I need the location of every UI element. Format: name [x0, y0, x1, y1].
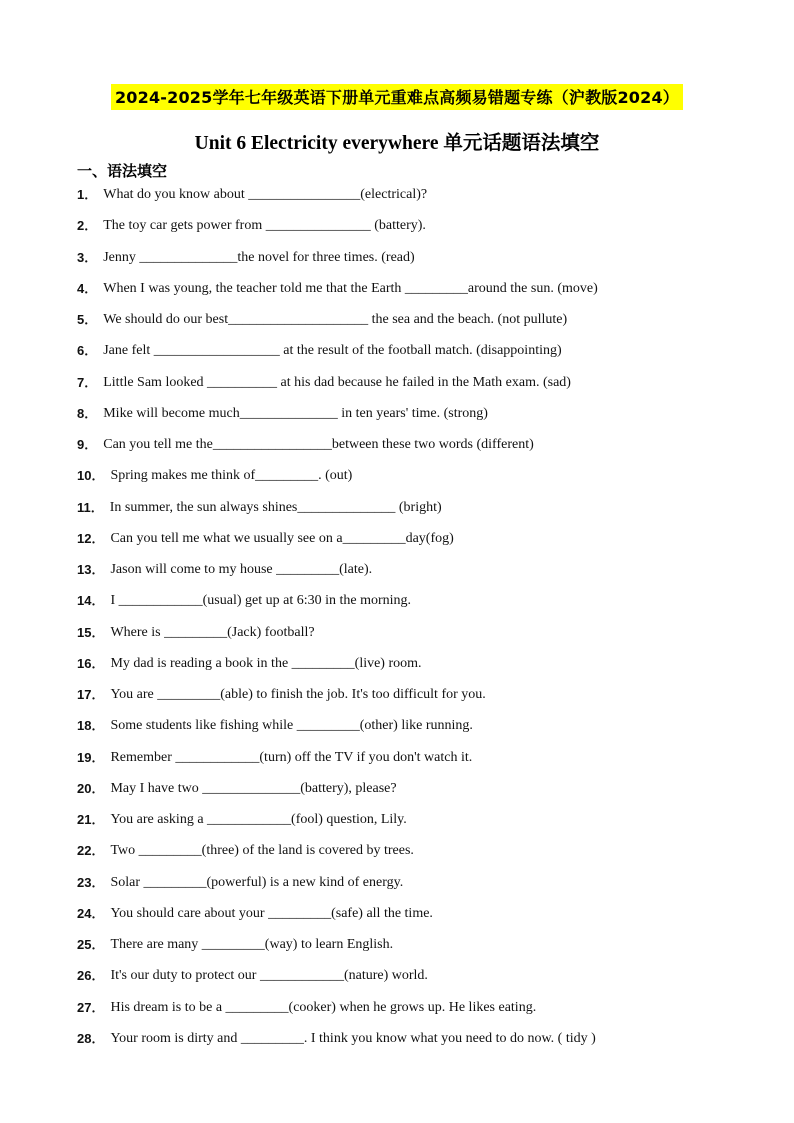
question-item [77, 965, 717, 996]
question-number: 18． [77, 718, 105, 734]
question-item [77, 309, 717, 340]
question-text: Jenny ______________the novel for three times. (read) [103, 249, 415, 265]
question-text: Jason will come to my house _________(late). [110, 562, 373, 577]
question-item [77, 903, 717, 934]
question-item [77, 747, 717, 778]
question-number: 16． [77, 655, 105, 671]
question-item [77, 215, 717, 246]
question-number: 7． [77, 374, 98, 390]
question-text: Some students like fishing while _________(other) like running. [110, 718, 473, 734]
question-text: What do you know about ________________(electrical)? [103, 187, 428, 202]
question-text: You should care about your _________(safe) all the time. [110, 905, 433, 921]
question-item [77, 465, 717, 496]
question-item [77, 278, 717, 309]
question-number: 13． [77, 562, 105, 577]
question-item [77, 840, 717, 871]
question-text: In summer, the sun always shines______________ (bright) [109, 499, 442, 515]
question-text: I ____________(usual) get up at 6:30 in the morning. [110, 593, 412, 609]
question-list [77, 184, 717, 1059]
question-number: 19． [77, 749, 105, 765]
question-item [77, 809, 717, 840]
question-item [77, 528, 717, 559]
question-text: There are many _________(way) to learn English. [110, 937, 394, 952]
question-item [77, 715, 717, 746]
question-number: 27． [77, 999, 105, 1015]
question-number: 14． [77, 593, 105, 609]
question-text: Can you tell me the_________________between these two words (different) [103, 437, 534, 452]
question-text: Two _________(three) of the land is covered by trees. [110, 843, 414, 859]
question-number: 15． [77, 624, 105, 640]
question-number: 28． [77, 1030, 105, 1046]
question-number: 10． [77, 468, 105, 484]
question-item [77, 340, 717, 371]
question-item [77, 653, 717, 684]
question-item [77, 684, 717, 715]
question-item [77, 184, 717, 215]
question-number: 23． [77, 874, 105, 890]
question-text: Your room is dirty and _________. I think you know what you need to do now. ( tidy ) [110, 1030, 596, 1046]
question-item [77, 434, 717, 465]
question-text: Mike will become much______________ in ten years' time. (strong) [103, 405, 488, 421]
question-number: 9． [77, 437, 98, 452]
question-number: 20． [77, 780, 105, 796]
question-text: Where is _________(Jack) football? [110, 624, 315, 640]
page-title: Unit 6 Electricity everywhere 单元话题语法填空 [194, 133, 600, 154]
question-text: You are asking a ____________(fool) question, Lily. [110, 812, 407, 827]
question-number: 1． [77, 187, 98, 202]
question-item [77, 590, 717, 621]
question-number: 4． [77, 280, 98, 296]
question-item [77, 997, 717, 1028]
question-text: When I was young, the teacher told me that the Earth _________around the sun. (move) [103, 280, 598, 296]
question-item [77, 372, 717, 403]
question-item [77, 247, 717, 278]
question-item [77, 872, 717, 903]
question-number: 8． [77, 405, 98, 421]
question-item [77, 1028, 717, 1059]
question-number: 17． [77, 687, 105, 702]
question-text: Can you tell me what we usually see on a_________day(fog) [110, 530, 454, 546]
question-number: 3． [77, 249, 98, 265]
question-text: We should do our best____________________ the sea and the beach. (not pullute) [103, 312, 568, 327]
question-text: Jane felt __________________ at the result of the football match. (disappointing) [103, 343, 562, 359]
question-text: Little Sam looked __________ at his dad because he failed in the Math exam. (sad) [103, 374, 571, 390]
question-text: May I have two ______________(battery), please? [110, 780, 397, 796]
question-number: 2． [77, 218, 98, 234]
question-item [77, 559, 717, 590]
question-number: 5． [77, 312, 98, 327]
question-text: Remember ____________(turn) off the TV if you don't watch it. [110, 749, 473, 765]
question-item [77, 497, 717, 528]
document-banner: 2024-2025学年七年级英语下册单元重难点高频易错题专练（沪教版2024） [111, 84, 683, 110]
question-item [77, 403, 717, 434]
question-item [77, 622, 717, 653]
question-item [77, 934, 717, 965]
question-text: Solar _________(powerful) is a new kind of energy. [110, 874, 404, 890]
question-number: 21． [77, 812, 105, 827]
section-heading: 一、语法填空 [77, 162, 168, 180]
question-number: 25． [77, 937, 105, 952]
question-text: My dad is reading a book in the _________(live) room. [110, 655, 422, 671]
question-number: 6． [77, 343, 98, 359]
question-text: His dream is to be a _________(cooker) when he grows up. He likes eating. [110, 999, 537, 1015]
question-number: 24． [77, 905, 105, 921]
question-text: You are _________(able) to finish the job. It's too difficult for you. [110, 687, 486, 702]
question-text: It's our duty to protect our ____________(nature) world. [110, 968, 428, 984]
banner-container [0, 84, 794, 110]
question-text: Spring makes me think of_________. (out) [110, 468, 353, 484]
question-number: 22． [77, 843, 105, 859]
question-item [77, 778, 717, 809]
question-number: 12． [77, 530, 105, 546]
question-text: The toy car gets power from _______________ (battery). [103, 218, 426, 234]
question-number: 11． [77, 499, 104, 515]
question-number: 26． [77, 968, 105, 984]
